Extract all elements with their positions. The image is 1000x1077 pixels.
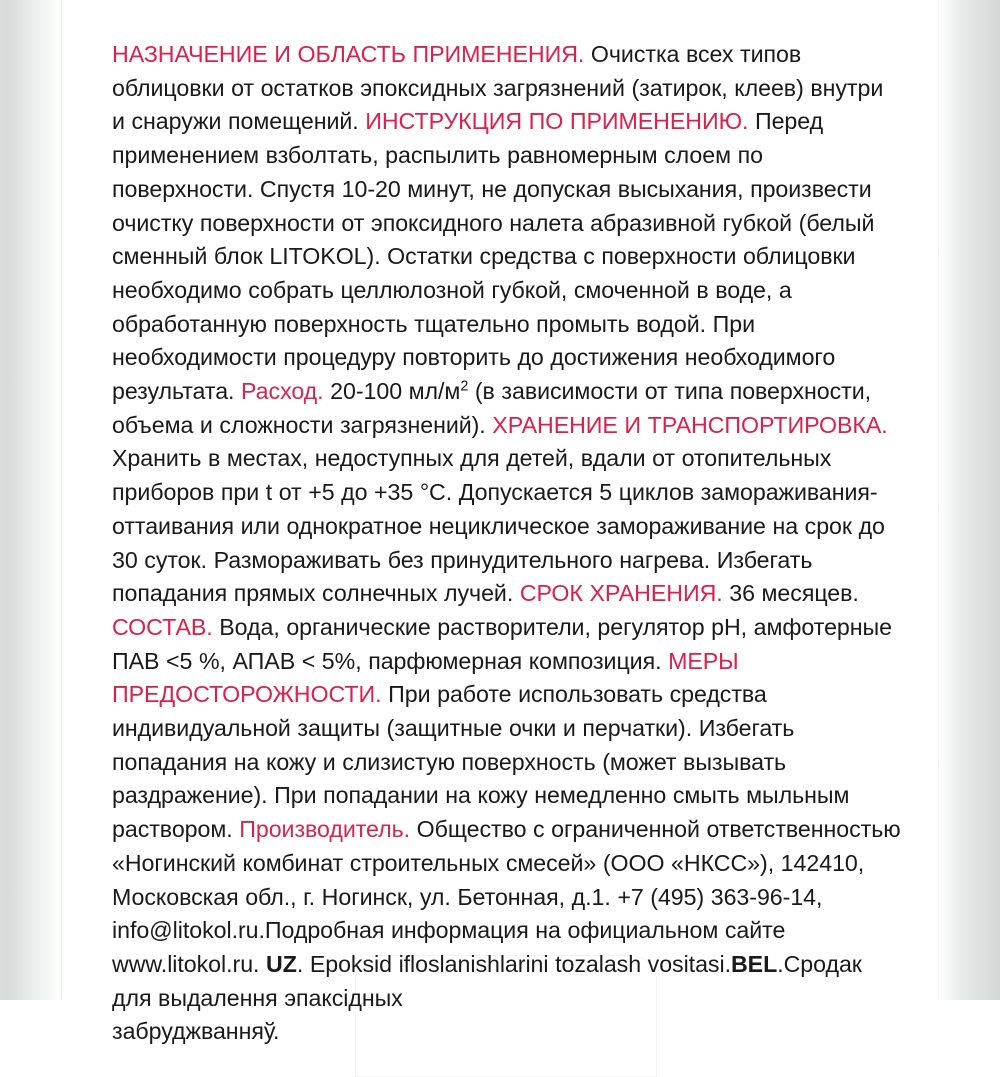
text-consumption-b: (в зависимости от типа поверхности, объема и сложности загрязнений). [112,378,872,438]
text-purpose-2: от остатков эпоксидных загрязнений (затирок, клеев) внутри и снаружи [112,74,884,135]
text-composition: Вода, органические растворители, регулятор pH, амфотерные ПАВ <5 %, АПАВ < 5%, парфюмерная композиция. [112,613,892,674]
text-purpose-3: помещений. [228,108,366,135]
bottle-left-edge-highlight [0,0,63,1000]
text-instructions: Перед применением взболтать, распылить равномерным слоем по поверхности. Спустя 10-20 минут, не допуская высыхания, произвести очистку поверхности от эпоксидного налета абразивной губкой (белый сменный блок LITOKOL). Остатки средства с поверхности облицовки необходимо собрать целлюлозной губкой, смоченной в воде, а обработанную поверхность тщательно промыть водой. [112,108,875,337]
code-uz: UZ [266,950,297,977]
text-storage: Хранить в местах, недоступных для детей, вдали от отопительных приборов при t от +5 до +35 °C. Допускается 5 циклов замораживания-оттаивания или однократное нециклическое замораживание на срок до 30 суток. Размораживать без принудительного нагрева. Избегать попадания прямых солнечных лучей. [112,445,885,607]
text-shelf-life-value: 36 месяцев. [722,580,859,607]
code-bel: BEL [730,950,778,977]
text-repeat: При необходимости процедуру повторить до достижения необходимого результата. [112,310,836,405]
heading-composition: СОСТАВ. [112,613,213,640]
text-precautions: При работе использовать средства индивидуальной защиты (защитные очки и перчатки). Избегать попадания на кожу и слизистую поверхность (может вызывать раздражение). При попадании на кожу немедленно смыть мыльным раствором. [112,681,850,843]
text-purpose-1: Очистка всех типов облицовки [112,41,802,101]
heading-shelf-life: СРОК ХРАНЕНИЯ. [519,580,723,607]
text-manufacturer: Общество с ограниченной ответственностью «Ногинский комбинат строительных смесей» (ООО «НКСС»), 142410, Московская обл., г. Ногинск, ул. Бетонная, д.1. +7 (495) 363-96-14, info@litokol.ru.Подробная информация на официальном сайте www.litokol.ru. [112,816,901,977]
bottle-left-edge-seam [61,0,63,1000]
text-consumption-a: 20-100 мл/м [323,378,461,405]
text-bel-last: забруджванняў. [112,1018,280,1045]
label-instruction-text [112,38,902,1049]
heading-purpose: НАЗНАЧЕНИЕ И ОБЛАСТЬ ПРИМЕНЕНИЯ. [112,41,585,67]
heading-precautions: МЕРЫ ПРЕДОСТОРОЖНОСТИ. [112,647,739,708]
text-uz: . Epoksid ifloslanishlarini tozalash vositasi. [296,950,731,977]
heading-instructions: ИНСТРУКЦИЯ ПО ПРИМЕНЕНИЮ. [365,108,749,135]
bottle-right-edge-seam [937,0,939,1000]
label-paragraph [112,38,902,1049]
text-bel: .Сродак для выдалення эпаксідных [112,950,862,1011]
text-consumption-superscript: 2 [460,378,469,395]
heading-manufacturer: Производитель. [239,816,411,843]
heading-consumption: Расход. [241,378,324,405]
bottle-right-edge-shadow [938,0,1000,1000]
heading-storage-transport: ХРАНЕНИЕ И ТРАНСПОРТИРОВКА. [492,411,888,438]
